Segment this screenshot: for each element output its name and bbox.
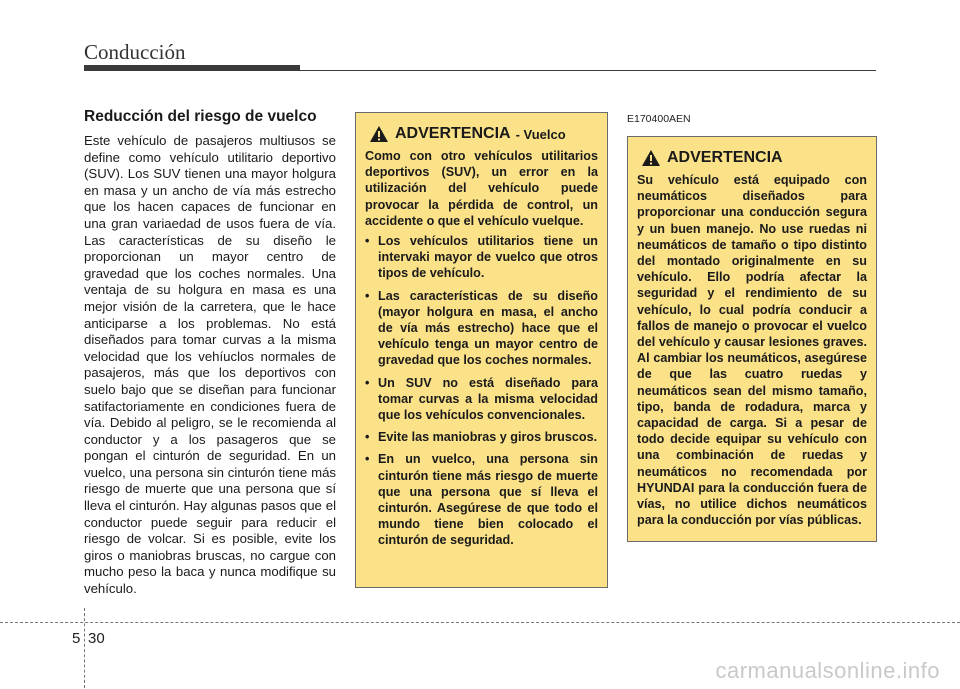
list-item [365,375,598,424]
list-item [365,429,598,445]
chapter-number: 5 [72,630,81,647]
warning-title: ADVERTENCIA [667,149,783,166]
warning-triangle-icon [369,125,389,143]
section-heading: Reducción del riesgo de vuelco [84,108,317,125]
footer-divider-vertical [84,608,85,688]
bullet-marker: • [365,430,370,445]
warning-triangle-icon [641,149,661,167]
bullet-marker: • [365,452,370,467]
page-number: 30 [88,630,105,647]
warning-subtitle: - Vuelco [515,126,566,142]
header-rule-thick [84,65,300,71]
bullet-marker: • [365,375,370,390]
warning-title-row [365,125,598,143]
reference-code: E170400AEN [627,113,691,125]
bullet-text: Un SUV no está diseñado para tomar curvas a la misma velocidad que los vehículos convencionales. [378,375,598,423]
bullet-marker: • [365,288,370,303]
watermark: carmanualsonline.info [715,658,940,683]
bullet-text: Los vehículos utilitarios tiene un intervaki mayor de vuelco que otros tipos de vehículo. [378,234,598,281]
warning-box-tires [627,136,877,542]
left-column [84,108,336,598]
section-body: Este vehículo de pasajeros multiusos se define como vehículo utilitario deportivo (SUV). Los SUV tienen una mayor holgura en masa y un ancho de vía más estrecho que los hacen capaces de funcionar en una gran variaedad de usos fuera de vía. Las características de su diseño le proporcionan un mayor centro de gravedad que los coches normales. Una ventaja de su holgura en masa es una mejor visión de la carretera, que le hace anticiparse a los problemas. No está diseñados para tomar curvas a la misma velocidad que los vehíuclos normales de pasajeros, más que los deportivos con suelo bajo que se diseñan para funcionar satifactoriamente en condiciones fuera de vía. Debido al peligro, se le recomienda al conductor y a los pasageros que se pongan el cinturón de seguridad. En un vuelco, una persona sin cinturón tiene más riesgo de muerte que una persona que sí lleva el cinturón. Hay algunas pasos que el conductor puede seguir para reducir el riesgo de volcar. Si es posible, evite los giros o maniobras bruscas, no cargue con mucho peso la baca y nunca modifique su vehículo. [84,133,336,597]
warning-title-row [637,149,867,167]
list-item [365,233,598,282]
list-item [365,451,598,548]
warning-bullet-list [365,233,598,549]
bullet-text: Las características de su diseño (mayor holgura en masa, el ancho de vía más estrecho) hace que el vehículo tenga un mayor centro de gravedad que los coches normales. [378,288,598,368]
warning-text: Su vehículo está equipado con neumáticos diseñados para proporcionar una conducción segura y un buen manejo. No use ruedas ni neumáticos de tamaño o tipo distinto del montado originalmente en su vehículo. Ello podría afectar la seguridad y el rendimiento de su vehículo, lo cual podría conducir a fallos de manejo o provocar el vuelco del vehículo y causar lesiones graves. Al cambiar los neumáticos, asegúrese de que las cuatro ruedas y neumáticos sean del mismo tamaño, tipo, banda de rodadura, marca y capacidad de carga. Si a pesar de todo decide equipar su vehículo con una combinación de ruedas y neumáticos no recomendada por HYUNDAI para la conducción fuera de vías, no utilice dichos neumáticos para la conducción por vías públicas. [637,173,867,528]
warning-title: ADVERTENCIA [395,125,511,142]
warning-box-rollover [355,112,608,588]
page-header-title: Conducción [84,40,186,64]
list-item [365,288,598,369]
warning-intro: Como con otro vehículos utilitarios deportivos (SUV), un error en la utilización del vehículo puede provocar la pérdida de control, un accidente o que el vehículo vuelque. [365,149,598,228]
bullet-marker: • [365,234,370,249]
header-rule-thin [300,70,876,71]
footer-divider-horizontal [0,622,960,623]
bullet-text: En un vuelco, una persona sin cinturón tiene más riesgo de muerte que una persona que sí lleva el cinturón. Asegúrese de que todo el mundo tiene bien colocado el cinturón de seguridad. [378,452,598,548]
bullet-text: Evite las maniobras y giros bruscos. [378,430,598,445]
